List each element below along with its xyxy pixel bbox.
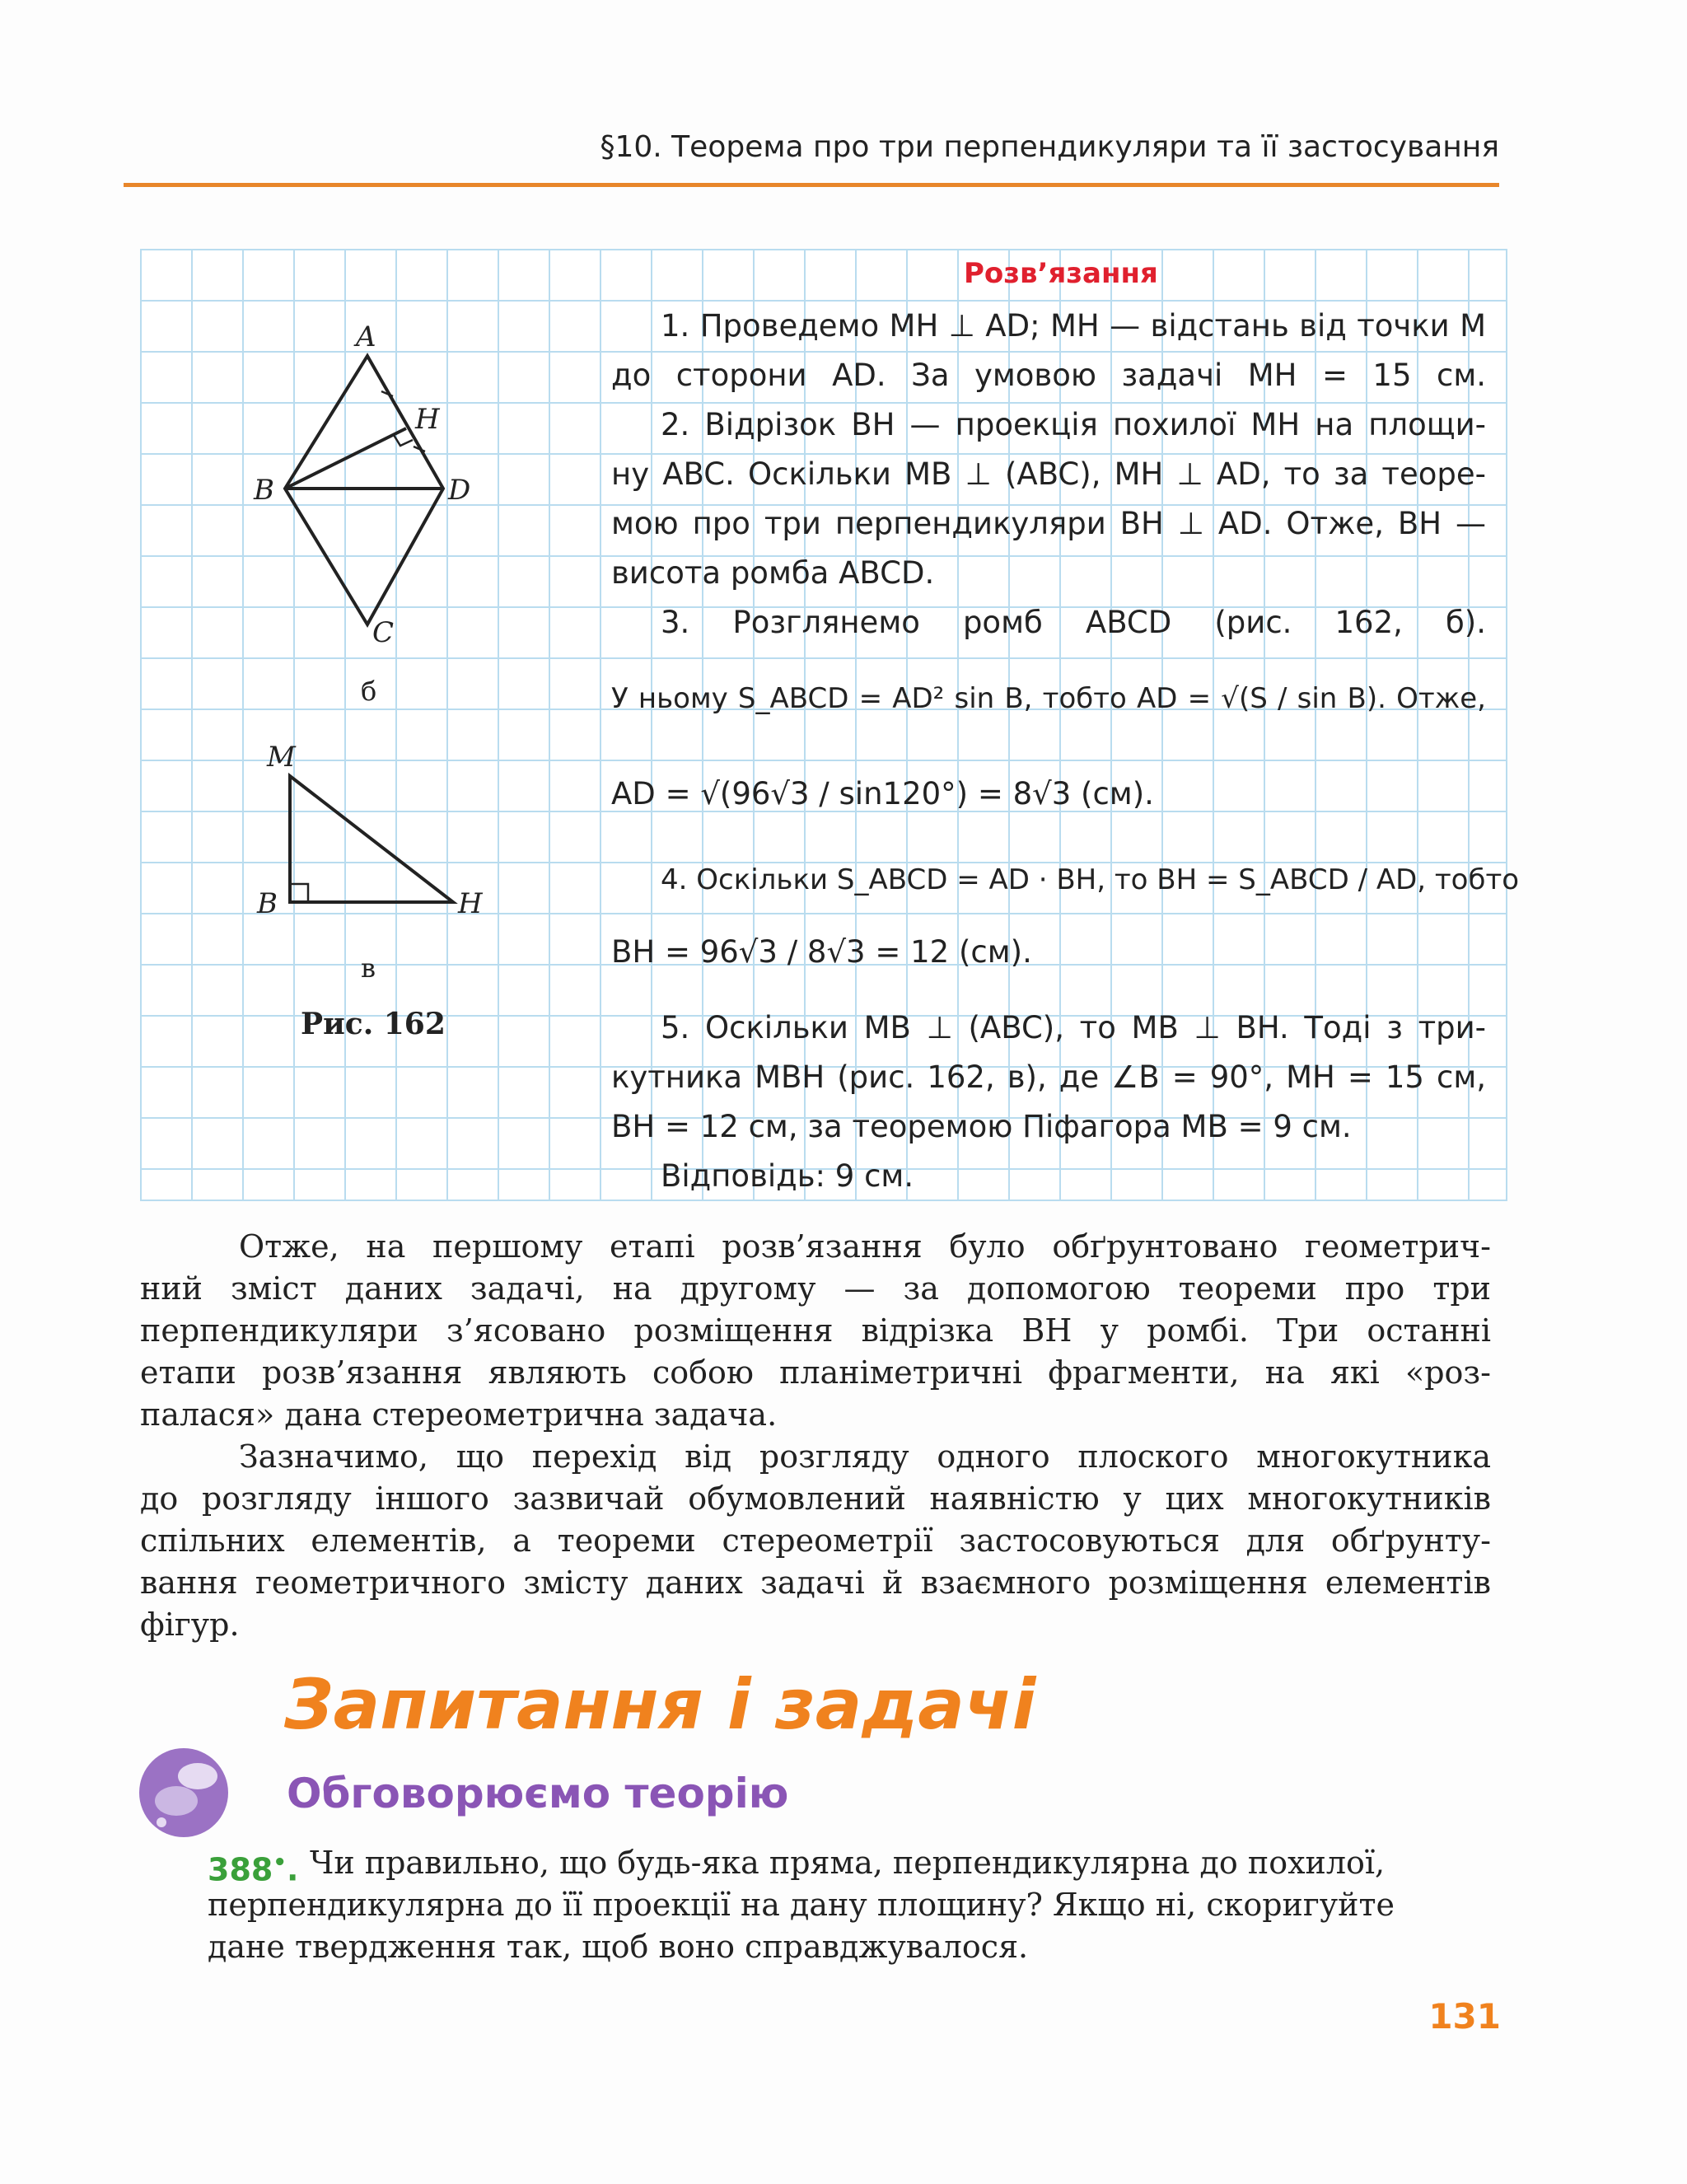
solution-line: BH = 12 см, за теоремою Піфагора MB = 9 см. [611,1109,1352,1144]
body-line: фігур. [140,1606,240,1643]
figure-caption: Рис. 162 [301,1007,446,1041]
body-line: ний зміст даних задачі, на другому — за допомогою теореми про три [140,1270,1491,1307]
solution-line: BH = 96√3 / 8√3 = 12 (см). [611,934,1032,970]
point-label: B [257,887,278,920]
solution-line: 1. Проведемо MH ⊥ AD; MH — відстань від точки M [661,308,1486,344]
figure-label-b: б [361,676,377,707]
header-title: §10. Теорема про три перпендикуляри та її застосування [600,130,1499,164]
point-label: A [356,320,376,353]
task-number: 388•. [208,1850,299,1888]
solution-line: 4. Оскільки S_ABCD = AD · BH, то BH = S_ABCD / AD, тобто [661,863,1520,896]
figure-triangle [247,733,511,939]
solution-line: мою про три перпендикуляри BH ⊥ AD. Отже, BH — [611,506,1486,541]
section-subtitle: Обговорюємо теорію [287,1770,789,1817]
point-label: C [372,616,395,649]
solution-line: У ньому S_ABCD = AD² sin B, тобто AD = √(S / sin B). Отже, [611,682,1486,715]
point-label: H [415,403,440,436]
running-header [124,125,1499,187]
solution-line: 3. Розглянемо ромб ABCD (рис. 162, б). [661,605,1486,640]
solution-line: висота ромба ABCD. [611,555,935,591]
solution-line: до сторони AD. За умовою задачі MH = 15 см. [611,358,1486,393]
point-label: M [267,741,296,774]
solution-title: Розв’язання [964,257,1158,290]
task-line: дане твердження так, щоб воно справджувалося. [208,1929,1029,1965]
body-line: перпендикуляри з’ясовано розміщення відрізка BH у ромбі. Три останні [140,1312,1491,1349]
body-line: спільних елементів, а теореми стереометрії застосовуються для обґрунту- [140,1522,1491,1559]
solution-line: AD = √(96√3 / sin120°) = 8√3 (см). [611,776,1154,811]
discussion-bubble-icon [138,1747,237,1845]
body-line: вання геометричного змісту даних задачі й взаємного розміщення елементів [140,1564,1491,1601]
point-label: D [448,474,471,507]
body-line: етапи розв’язання являють собою планіметричні фрагменти, на які «роз- [140,1354,1491,1391]
task-line: Чи правильно, що будь-яка пряма, перпендикулярна до похилої, [310,1845,1386,1881]
solution-line: 5. Оскільки MB ⊥ (ABC), то MB ⊥ BH. Тоді з три- [661,1010,1486,1045]
body-line: Отже, на першому етапі розв’язання було обґрунтовано геометрич- [239,1228,1491,1265]
section-title: Запитання і задачі [284,1664,1036,1745]
point-label: B [254,474,274,507]
body-line: палася» дана стереометрична задача. [140,1396,778,1433]
point-label: H [458,887,483,920]
solution-line: ну ABC. Оскільки MB ⊥ (ABC), MH ⊥ AD, то за теоре- [611,456,1486,492]
figure-label-v: в [361,952,376,984]
body-line: до розгляду іншого зазвичай обумовлений наявністю у цих многокутників [140,1480,1491,1517]
body-line: Зазначимо, що перехід від розгляду одного плоского многокутника [239,1438,1491,1475]
solution-line: кутника MBH (рис. 162, в), де ∠B = 90°, MH = 15 см, [611,1059,1486,1095]
solution-answer: Відповідь: 9 см. [661,1158,914,1194]
page-number: 131 [1428,1996,1501,2037]
solution-line: 2. Відрізок BH — проекція похилої MH на площи- [661,407,1486,442]
figure-rhombus [247,313,494,659]
task-line: перпендикулярна до її проекції на дану площину? Якщо ні, скоригуйте [208,1887,1395,1923]
